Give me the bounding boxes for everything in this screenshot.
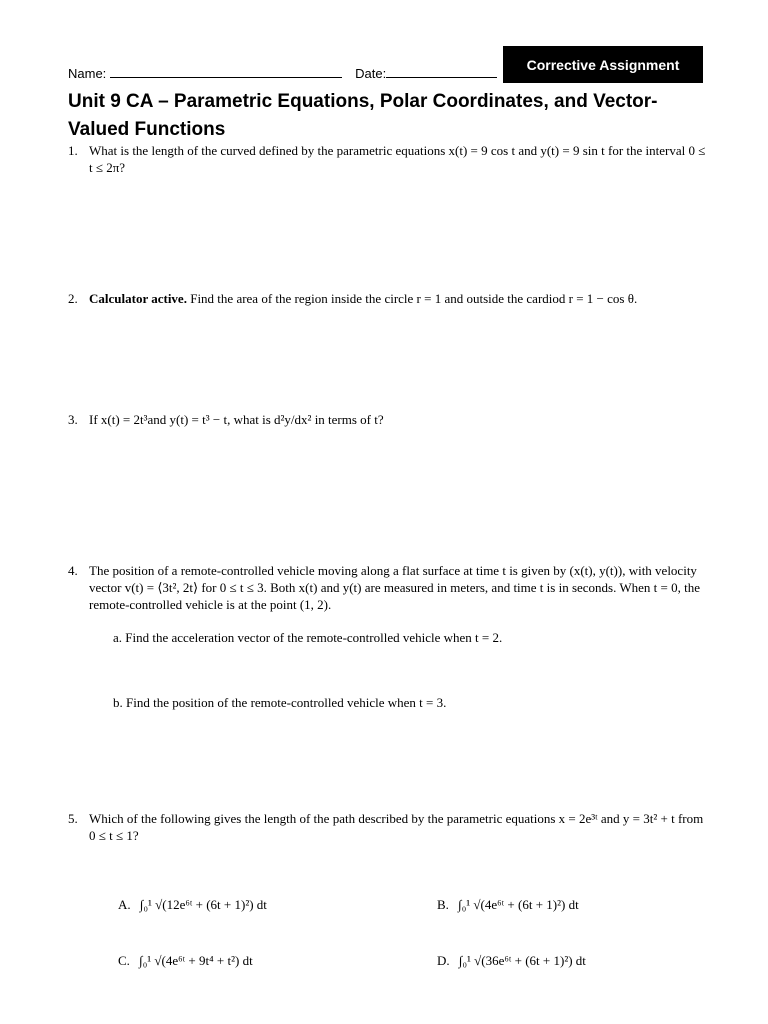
option-c[interactable] xyxy=(118,952,418,969)
page-title: Unit 9 CA – Parametric Equations, Polar Coordinates, and Vector-Valued Functions xyxy=(68,91,658,140)
corrective-assignment-badge: Corrective Assignment xyxy=(503,46,703,83)
question-text: Which of the following gives the length of the path described by the parametric equations x = 2e³ᵗ and y = 3t² + t from 0 ≤ t ≤ 1? xyxy=(89,811,704,843)
option-label: B. xyxy=(437,897,449,912)
date-label: Date: xyxy=(355,66,387,81)
question-4-part-b xyxy=(113,694,703,711)
part-text: Find the acceleration vector of the remote-controlled vehicle when t = 2. xyxy=(125,630,503,645)
question-number: 2. xyxy=(68,291,78,306)
header-line xyxy=(68,66,497,81)
question-text: What is the length of the curved defined by the parametric equations x(t) = 9 cos t and y(t) = 9 sin t for the interval 0 ≤ t ≤ 2π? xyxy=(89,143,706,175)
question-1 xyxy=(68,142,708,182)
option-a[interactable] xyxy=(118,896,418,913)
question-text: The position of a remote-controlled vehicle moving along a flat surface at time t is given by (x(t), y(t)), with velocity vector v(t) = ⟨3t², 2t⟩ for 0 ≤ t ≤ 3. Both x(t) and y(t) are measured in meters, and time t is in seconds. When t = 0, the remote-controlled vehicle is at the point (1, 2). xyxy=(89,563,700,612)
part-label: b. xyxy=(113,695,123,710)
question-2 xyxy=(68,290,708,310)
option-expression: ∫₀¹ √(36e⁶ᵗ + (6t + 1)²) dt xyxy=(458,953,586,968)
name-label: Name: xyxy=(68,66,107,81)
question-number: 1. xyxy=(68,143,78,158)
question-number: 3. xyxy=(68,412,78,427)
calculator-active-label: Calculator active. xyxy=(89,291,187,306)
option-expression: ∫₀¹ √(4e⁶ᵗ + 9t⁴ + t²) dt xyxy=(139,953,253,968)
name-field[interactable] xyxy=(110,66,342,78)
question-number: 5. xyxy=(68,811,78,826)
option-label: D. xyxy=(437,953,450,968)
option-label: A. xyxy=(118,897,131,912)
option-expression: ∫₀¹ √(12e⁶ᵗ + (6t + 1)²) dt xyxy=(139,897,267,912)
part-label: a. xyxy=(113,630,123,645)
option-label: C. xyxy=(118,953,130,968)
question-text: If x(t) = 2t³and y(t) = t³ − t, what is d²y/dx² in terms of t? xyxy=(89,412,384,427)
option-b[interactable] xyxy=(437,896,717,913)
question-5 xyxy=(68,810,708,846)
question-3 xyxy=(68,411,708,431)
question-4 xyxy=(68,562,708,614)
date-field[interactable] xyxy=(386,66,497,78)
question-number: 4. xyxy=(68,563,78,578)
question-text xyxy=(89,290,709,307)
question-body: Find the area of the region inside the circle r = 1 and outside the cardiod r = 1 − cos θ. xyxy=(186,291,638,306)
option-expression: ∫₀¹ √(4e⁶ᵗ + (6t + 1)²) dt xyxy=(458,897,579,912)
question-4-part-a xyxy=(113,629,703,646)
part-text: Find the position of the remote-controlled vehicle when t = 3. xyxy=(126,695,447,710)
option-d[interactable] xyxy=(437,952,717,969)
